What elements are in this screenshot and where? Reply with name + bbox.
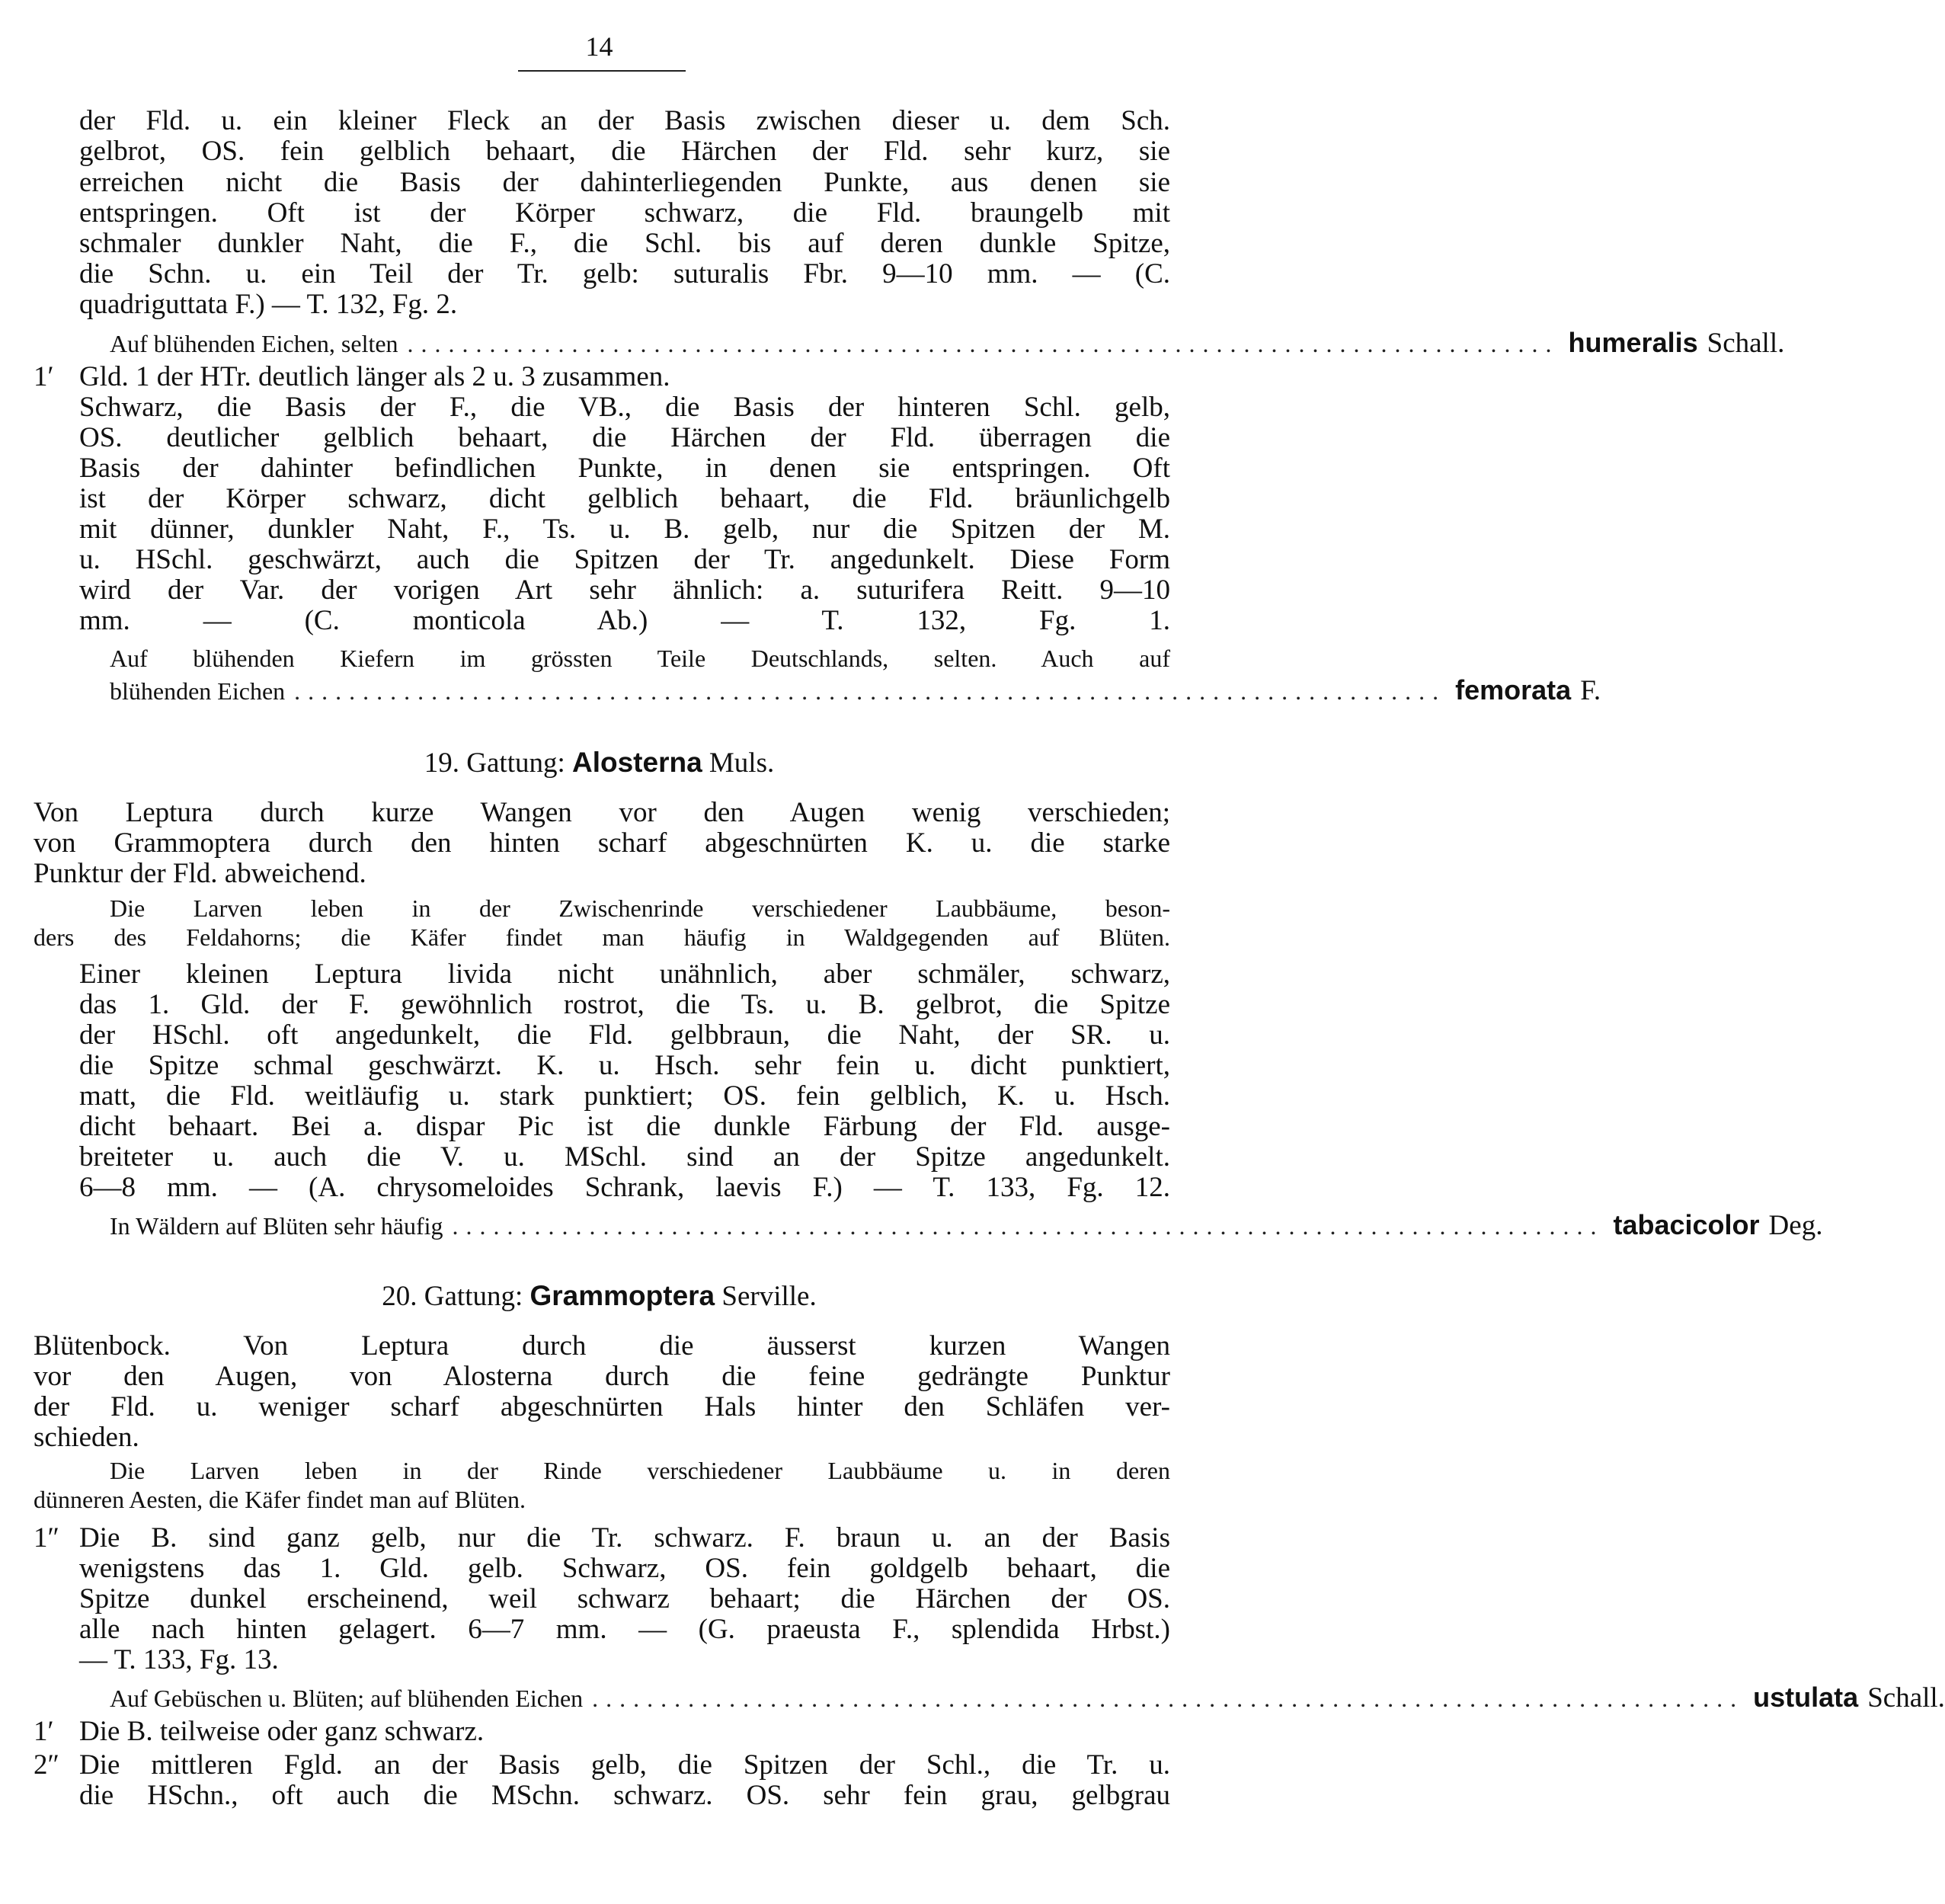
species-entry xyxy=(110,1209,1823,1241)
text-line: ist der Körper schwarz, dicht gelblich behaart, die Fld. bräunlichgelb xyxy=(79,483,1170,514)
text-line: dünneren Aesten, die Käfer findet man auf Blüten. xyxy=(34,1486,526,1513)
text-line: die HSchn., oft auch die MSchn. schwarz. OS. sehr fein grau, gelbgrau xyxy=(79,1780,1170,1811)
species-name: ustulata xyxy=(1753,1682,1859,1713)
text-line: schieden. xyxy=(34,1422,139,1453)
text-line: mit dünner, dunkler Naht, F., Ts. u. B. gelb, nur die Spitzen der M. xyxy=(79,514,1170,545)
text-line: Spitze dunkel erscheinend, weil schwarz behaart; die Härchen der OS. xyxy=(79,1583,1170,1614)
text-line: die Schn. u. ein Teil der Tr. gelb: suturalis Fbr. 9—10 mm. — (C. xyxy=(79,258,1170,290)
text-line: ders des Feldahorns; die Käfer findet man häufig in Waldgegenden auf Blüten. xyxy=(34,923,1170,951)
habitat-text: Auf Gebüschen u. Blüten; auf blühenden Eichen xyxy=(110,1685,584,1712)
couplet-number: 1′ xyxy=(34,361,54,392)
species-author: Deg. xyxy=(1768,1210,1823,1241)
text-line: Blütenbock. Von Leptura durch die äusserst kurzen Wangen xyxy=(34,1330,1170,1362)
text-line: wird der Var. der vorigen Art sehr ähnlich: a. suturifera Reitt. 9—10 xyxy=(79,574,1170,606)
dot-leader: .................................................................................... xyxy=(294,677,1447,705)
text-line: Schwarz, die Basis der F., die VB., die Basis der hinteren Schl. gelb, xyxy=(79,392,1170,423)
species-name: tabacicolor xyxy=(1613,1209,1760,1240)
text-line: — T. 133, Fg. 13. xyxy=(79,1644,279,1675)
species-author: Schall. xyxy=(1707,328,1785,359)
text-line: Die mittleren Fgld. an der Basis gelb, die Spitzen der Schl., die Tr. u. xyxy=(79,1749,1170,1781)
couplet-number: 2″ xyxy=(34,1749,59,1781)
text-line: matt, die Fld. weitläufig u. stark punktiert; OS. fein gelblich, K. u. Hsch. xyxy=(79,1080,1170,1112)
habitat-text: Auf blühenden Eichen, selten xyxy=(110,330,398,357)
species-entry xyxy=(110,327,1785,359)
couplet-number: 1″ xyxy=(34,1522,59,1554)
text-line: Auf blühenden Kiefern im grössten Teile Deutschlands, selten. Auch auf xyxy=(110,645,1170,672)
text-line: Einer kleinen Leptura livida nicht unähnlich, aber schmäler, schwarz, xyxy=(79,958,1170,990)
genus-prefix: 19. Gattung: xyxy=(424,747,565,779)
text-line: die Spitze schmal geschwärzt. K. u. Hsch. sehr fein u. dicht punktiert, xyxy=(79,1050,1170,1081)
habitat-text: blühenden Eichen xyxy=(110,677,286,705)
text-line: Basis der dahinter befindlichen Punkte, in denen sie entspringen. Oft xyxy=(79,453,1170,484)
text-line: vor den Augen, von Alosterna durch die feine gedrängte Punktur xyxy=(34,1361,1170,1392)
text-line: schmaler dunkler Naht, die F., die Schl. bis auf deren dunkle Spitze, xyxy=(79,228,1170,259)
page-number: 14 xyxy=(585,31,613,62)
text-line: von Grammoptera durch den hinten scharf abgeschnürten K. u. die starke xyxy=(34,827,1170,859)
text-line: Gld. 1 der HTr. deutlich länger als 2 u. 3 zusammen. xyxy=(79,361,670,392)
habitat-text: In Wäldern auf Blüten sehr häufig xyxy=(110,1212,443,1240)
dot-leader: .................................................................................... xyxy=(452,1212,1604,1240)
text-line: der Fld. u. ein kleiner Fleck an der Basis zwischen dieser u. dem Sch. xyxy=(79,105,1170,136)
text-line: quadriguttata F.) — T. 132, Fg. 2. xyxy=(79,289,458,320)
text-line: Die B. sind ganz gelb, nur die Tr. schwarz. F. braun u. an der Basis xyxy=(79,1522,1170,1554)
dot-leader: .................................................................................... xyxy=(592,1685,1745,1712)
dot-leader: .................................................................................... xyxy=(407,330,1560,357)
genus-name: Alosterna xyxy=(572,747,702,778)
header-rule xyxy=(518,70,686,72)
text-line: Die Larven leben in der Rinde verschiedener Laubbäume u. in deren xyxy=(110,1457,1170,1484)
text-line: Die B. teilweise oder ganz schwarz. xyxy=(79,1716,485,1747)
text-line: Punktur der Fld. abweichend. xyxy=(34,858,366,889)
genus-author: Muls. xyxy=(709,747,775,779)
genus-heading xyxy=(0,1282,1198,1310)
text-line: mm. — (C. monticola Ab.) — T. 132, Fg. 1. xyxy=(79,605,1170,636)
species-author: F. xyxy=(1580,675,1601,706)
species-name: femorata xyxy=(1455,674,1572,706)
text-line: der Fld. u. weniger scharf abgeschnürten Hals hinter den Schläfen ver- xyxy=(34,1391,1170,1422)
text-line: entspringen. Oft ist der Körper schwarz, die Fld. braungelb mit xyxy=(79,197,1170,229)
text-line: u. HSchl. geschwärzt, auch die Spitzen der Tr. angedunkelt. Diese Form xyxy=(79,544,1170,575)
text-line: 6—8 mm. — (A. chrysomeloides Schrank, laevis F.) — T. 133, Fg. 12. xyxy=(79,1172,1170,1203)
species-name: humeralis xyxy=(1568,327,1698,358)
species-entry xyxy=(110,674,1601,706)
genus-author: Serville. xyxy=(721,1281,817,1312)
text-line: alle nach hinten gelagert. 6—7 mm. — (G. praeusta F., splendida Hrbst.) xyxy=(79,1614,1170,1645)
genus-heading xyxy=(0,748,1198,777)
species-author: Schall. xyxy=(1867,1682,1945,1714)
text-line: gelbrot, OS. fein gelblich behaart, die Härchen der Fld. sehr kurz, sie xyxy=(79,136,1170,167)
text-line: breiteter u. auch die V. u. MSchl. sind an der Spitze angedunkelt. xyxy=(79,1141,1170,1173)
text-line: dicht behaart. Bei a. dispar Pic ist die dunkle Färbung der Fld. ausge- xyxy=(79,1111,1170,1142)
text-line: wenigstens das 1. Gld. gelb. Schwarz, OS. fein goldgelb behaart, die xyxy=(79,1553,1170,1584)
text-line: der HSchl. oft angedunkelt, die Fld. gelbbraun, die Naht, der SR. u. xyxy=(79,1019,1170,1051)
text-line: OS. deutlicher gelblich behaart, die Härchen der Fld. überragen die xyxy=(79,422,1170,453)
text-line: erreichen nicht die Basis der dahinterliegenden Punkte, aus denen sie xyxy=(79,167,1170,198)
text-line: Von Leptura durch kurze Wangen vor den Augen wenig verschieden; xyxy=(34,797,1170,828)
text-line: das 1. Gld. der F. gewöhnlich rostrot, die Ts. u. B. gelbrot, die Spitze xyxy=(79,989,1170,1020)
genus-name: Grammoptera xyxy=(529,1280,715,1311)
text-line: Die Larven leben in der Zwischenrinde verschiedener Laubbäume, beson- xyxy=(110,894,1170,922)
couplet-number: 1′ xyxy=(34,1716,54,1747)
species-entry xyxy=(110,1682,1945,1714)
genus-prefix: 20. Gattung: xyxy=(382,1281,523,1312)
